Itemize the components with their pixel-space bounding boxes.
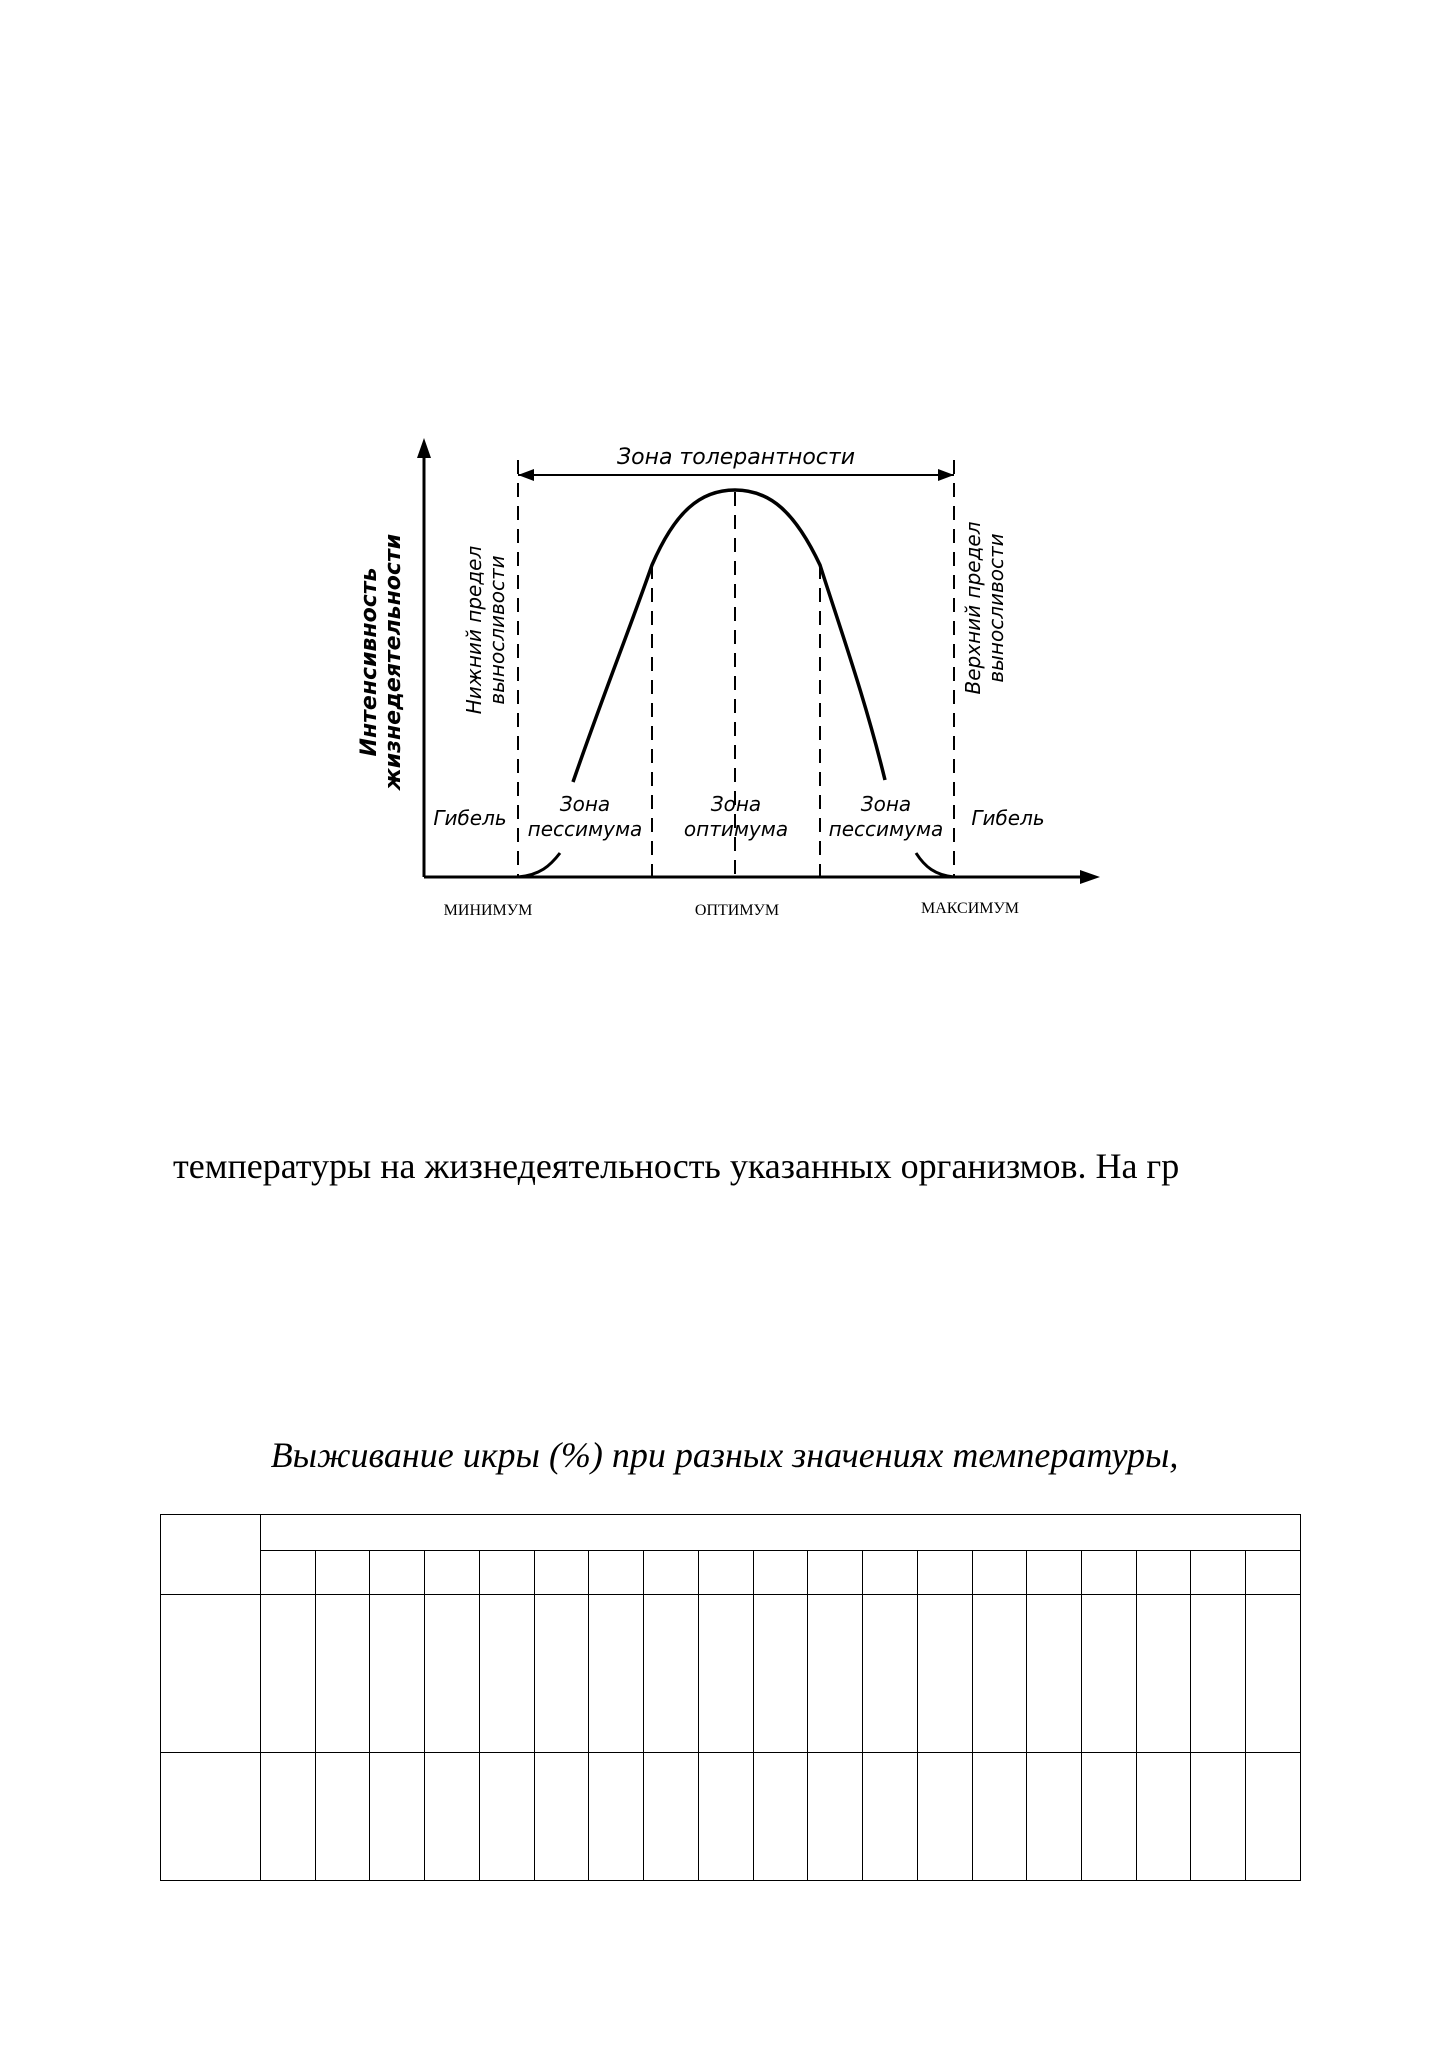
table-cell xyxy=(534,1753,589,1881)
pessimum-left-label xyxy=(528,792,643,841)
svg-text:выносливости: выносливости xyxy=(984,533,1008,683)
table-cell xyxy=(1027,1551,1082,1595)
svg-text:выносливости: выносливости xyxy=(485,555,509,705)
table-cell xyxy=(315,1595,370,1753)
table-cell xyxy=(753,1595,808,1753)
tolerance-arrow xyxy=(518,469,954,481)
table-cell xyxy=(1027,1753,1082,1881)
table-cell xyxy=(589,1753,644,1881)
table-cell xyxy=(808,1595,863,1753)
x-maximum-label: МАКСИМУМ xyxy=(920,900,1020,917)
table-cell xyxy=(534,1595,589,1753)
table-cell xyxy=(863,1753,918,1881)
table-row-label-cell xyxy=(161,1753,261,1881)
tolerance-diagram xyxy=(340,430,1120,950)
death-left-label: Гибель xyxy=(433,806,507,830)
table-cell xyxy=(534,1551,589,1595)
table-cell xyxy=(425,1551,480,1595)
curve-tail-left xyxy=(518,853,560,877)
table-row-label-cell xyxy=(161,1595,261,1753)
table-cell xyxy=(589,1595,644,1753)
table-cell xyxy=(261,1753,316,1881)
svg-text:Зона: Зона xyxy=(710,792,762,816)
curve-tail-right xyxy=(916,853,954,877)
table-cell xyxy=(1082,1595,1137,1753)
table-cell xyxy=(698,1753,753,1881)
table-row xyxy=(161,1753,1301,1881)
table-cell xyxy=(261,1551,316,1595)
svg-text:Верхний предел: Верхний предел xyxy=(961,521,985,695)
tolerance-zone-label: Зона толерантности xyxy=(617,445,855,470)
table-cell xyxy=(972,1595,1027,1753)
survival-table xyxy=(160,1514,1301,1881)
table-cell xyxy=(644,1551,699,1595)
lower-limit-label xyxy=(462,546,509,715)
svg-text:Зона: Зона xyxy=(860,792,912,816)
y-axis-label xyxy=(357,534,406,791)
pessimum-right-label xyxy=(829,792,944,841)
svg-text:Интенсивность: Интенсивность xyxy=(357,567,382,757)
table-row xyxy=(161,1595,1301,1753)
table-cell xyxy=(1246,1595,1301,1753)
table-cell xyxy=(370,1753,425,1881)
table-cell xyxy=(1246,1753,1301,1881)
table-cell xyxy=(917,1551,972,1595)
table-cell xyxy=(479,1551,534,1595)
optimum-label xyxy=(684,792,788,841)
table-cell xyxy=(370,1551,425,1595)
y-axis-arrowhead xyxy=(417,438,431,458)
death-right-label: Гибель xyxy=(971,806,1045,830)
table-cell xyxy=(479,1753,534,1881)
x-minimum-label: МИНИМУМ xyxy=(443,902,533,919)
table-cell xyxy=(753,1551,808,1595)
svg-text:Зона: Зона xyxy=(559,792,611,816)
table-cell xyxy=(1027,1595,1082,1753)
table-cell xyxy=(1191,1753,1246,1881)
table-cell xyxy=(808,1551,863,1595)
table-header-cell xyxy=(261,1515,1301,1551)
table-cell xyxy=(917,1595,972,1753)
table-cell xyxy=(753,1753,808,1881)
table-cell xyxy=(1136,1753,1191,1881)
table-cell xyxy=(261,1595,316,1753)
table-cell xyxy=(370,1595,425,1753)
svg-text:жизнедеятельности: жизнедеятельности xyxy=(381,533,406,791)
table-cell xyxy=(644,1595,699,1753)
upper-limit-label xyxy=(961,521,1008,694)
x-axis-arrowhead xyxy=(1080,870,1100,884)
x-optimum-label: ОПТИМУМ xyxy=(694,902,780,919)
table-cell xyxy=(863,1595,918,1753)
table-cell xyxy=(1136,1551,1191,1595)
table-subheader-row xyxy=(161,1551,1301,1595)
svg-text:пессимума: пессимума xyxy=(828,817,944,841)
table-cell xyxy=(425,1595,480,1753)
table-cell xyxy=(479,1595,534,1753)
svg-text:оптимума: оптимума xyxy=(683,817,789,841)
body-text: температуры на жизнедеятельность указанных организмов. На гр xyxy=(173,1146,1180,1186)
table-cell xyxy=(698,1595,753,1753)
table-cell xyxy=(698,1551,753,1595)
table-cell xyxy=(917,1753,972,1881)
table-cell xyxy=(1246,1551,1301,1595)
table-cell xyxy=(1082,1551,1137,1595)
table-cell xyxy=(1191,1551,1246,1595)
table-cell xyxy=(644,1753,699,1881)
table-cell xyxy=(589,1551,644,1595)
table-cell xyxy=(972,1551,1027,1595)
table-cell xyxy=(315,1753,370,1881)
svg-text:пессимума: пессимума xyxy=(527,817,643,841)
table-cell xyxy=(1191,1595,1246,1753)
table-cell xyxy=(1136,1595,1191,1753)
table-cell xyxy=(972,1753,1027,1881)
tolerance-curve xyxy=(573,490,885,782)
table-cell xyxy=(425,1753,480,1881)
table-cell xyxy=(1082,1753,1137,1881)
table-cell xyxy=(808,1753,863,1881)
table-corner-cell xyxy=(161,1515,261,1595)
svg-text:Нижний предел: Нижний предел xyxy=(462,545,486,715)
table-cell xyxy=(863,1551,918,1595)
table-caption: Выживание икры (%) при разных значениях температуры, xyxy=(270,1435,1179,1475)
table-cell xyxy=(315,1551,370,1595)
table-header-row xyxy=(161,1515,1301,1551)
